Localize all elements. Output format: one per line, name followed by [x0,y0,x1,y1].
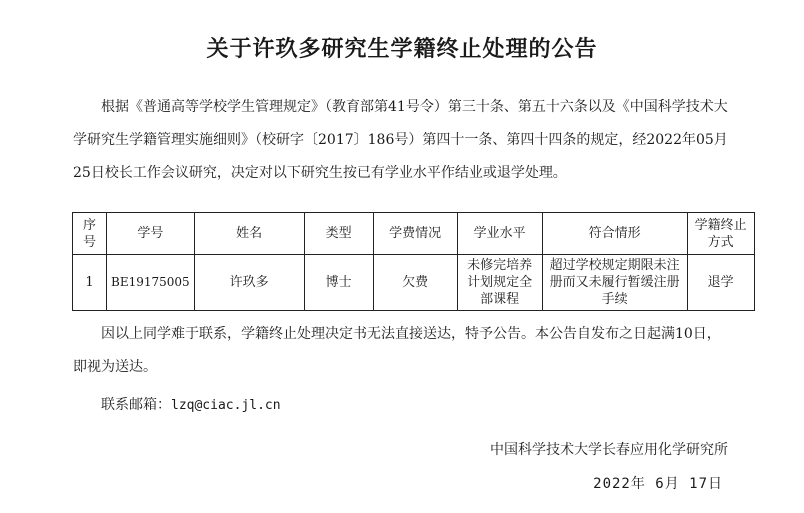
header-name: 姓名 [194,213,304,255]
contact-line [101,391,281,420]
table-header-row [73,213,755,255]
header-circumstance: 符合情形 [542,213,687,255]
table-row [73,255,755,311]
header-fee: 学费情况 [373,213,457,255]
cell-student-id: BE19175005 [107,255,195,311]
header-no: 序号 [73,213,107,255]
student-table [72,212,755,311]
issuing-organization: 中国科学技术大学长春应用化学研究所 [490,442,728,458]
cell-fee: 欠费 [373,255,457,311]
cell-circumstance: 超过学校规定期限未注册而又未履行暂缓注册手续 [542,255,687,311]
header-level: 学业水平 [457,213,542,255]
header-mode: 学籍终止方式 [687,213,754,255]
header-student-id: 学号 [107,213,195,255]
notice-title: 关于许玖多研究生学籍终止处理的公告 [206,37,598,62]
contact-email: lzq@ciac.jl.cn [171,398,281,413]
issue-date: 2022年 6月 17日 [593,476,723,492]
notice-paragraph-basis: 根据《普通高等学校学生管理规定》（教育部第41号令）第三十条、第五十六条以及《中国科学技术大学研究生学籍管理实施细则》（校研字〔2017〕186号）第四十一条、第四十四条的规定，经2022年05月25日校长工作会议研究，决定对以下研究生按已有学业水平作结业或退学处理。 [73,99,728,181]
header-type: 类型 [304,213,373,255]
cell-level: 未修完培养计划规定全部课程 [457,255,542,311]
cell-type: 博士 [304,255,373,311]
cell-name: 许玖多 [194,255,304,311]
contact-label: 联系邮箱： [101,397,171,413]
cell-mode: 退学 [687,255,754,311]
cell-no: 1 [73,255,107,311]
notice-paragraph-service: 因以上同学难于联系，学籍终止处理决定书无法直接送达，特予公告。本公告自发布之日起满10日，即视为送达。 [73,326,721,375]
